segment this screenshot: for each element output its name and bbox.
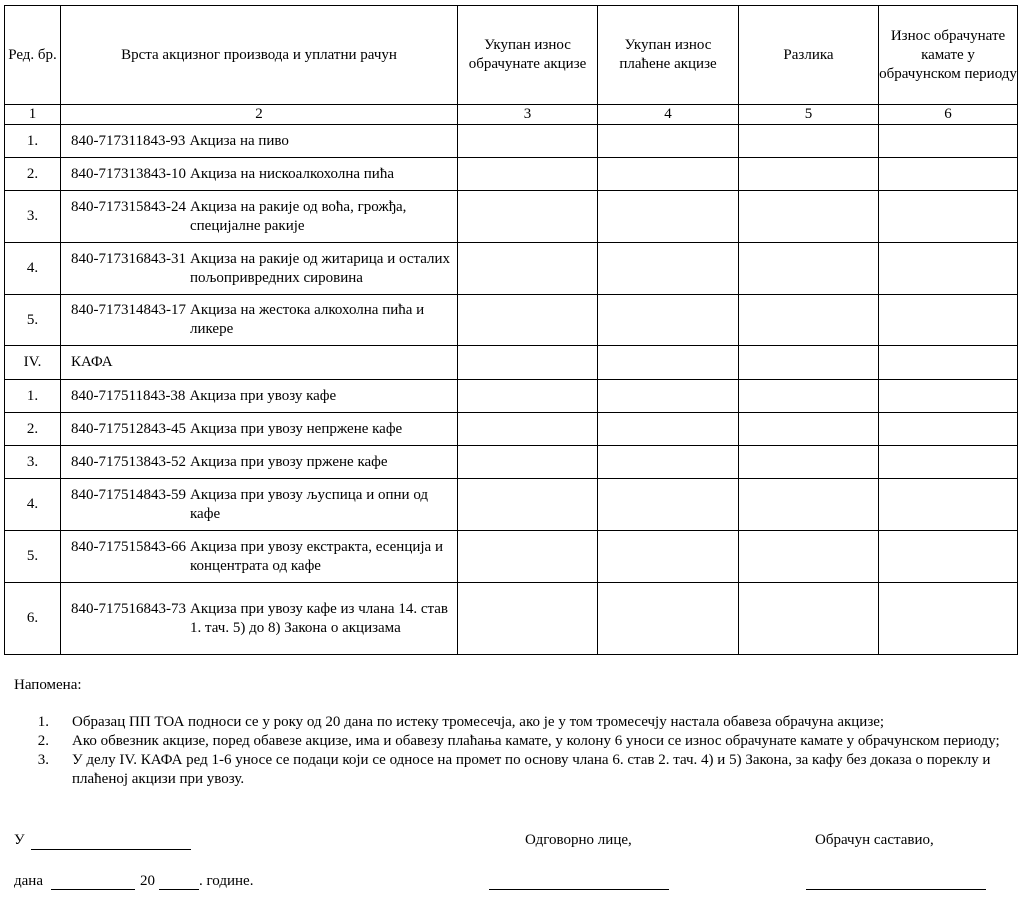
table-row [5, 446, 1018, 479]
calculated-cell[interactable] [458, 531, 598, 583]
row-description [61, 380, 458, 413]
year-prefix: 20 [140, 873, 155, 889]
account-number: 840-717313843-10 [71, 165, 186, 182]
calculated-cell[interactable] [458, 479, 598, 531]
note-index: 1. [37, 714, 49, 730]
prepared-label: Обрачун саставио, [815, 832, 934, 848]
product-name: Акциза при увозу кафе из члана 14. став 1. тач. 5) до 8) Закона о акцизама [190, 600, 448, 636]
row-description [61, 125, 458, 158]
row-nr: 2. [5, 413, 61, 446]
account-number: 840-717311843-93 [71, 132, 186, 149]
table-row [5, 158, 1018, 191]
account-number: 840-717315843-24 [71, 198, 186, 215]
column-number-row [5, 105, 1018, 125]
calculated-cell[interactable] [458, 191, 598, 243]
row-description [61, 191, 458, 243]
row-description [61, 583, 458, 655]
interest-cell[interactable] [879, 413, 1018, 446]
difference-cell[interactable] [739, 158, 879, 191]
prepared-signature-line[interactable] [806, 889, 986, 890]
note-item [14, 732, 1014, 751]
header-product: Врста акцизног производа и уплатни рачун [61, 6, 458, 105]
date-suffix: . године. [199, 873, 254, 889]
paid-cell[interactable] [598, 191, 739, 243]
account-number: 840-717516843-73 [71, 600, 186, 617]
calculated-cell [458, 346, 598, 380]
calculated-cell[interactable] [458, 243, 598, 295]
row-nr: 4. [5, 479, 61, 531]
note-item [14, 751, 1014, 789]
section-nr: IV. [5, 346, 61, 380]
table-row [5, 125, 1018, 158]
calculated-cell[interactable] [458, 583, 598, 655]
difference-cell[interactable] [739, 295, 879, 346]
table-row [5, 243, 1018, 295]
account-number: 840-717513843-52 [71, 453, 186, 470]
table-row [5, 191, 1018, 243]
paid-cell[interactable] [598, 243, 739, 295]
section-label: КАФА [71, 354, 113, 370]
paid-cell[interactable] [598, 583, 739, 655]
difference-cell[interactable] [739, 446, 879, 479]
header-difference: Разлика [739, 6, 879, 105]
table-row [5, 583, 1018, 655]
paid-cell[interactable] [598, 158, 739, 191]
row-nr: 5. [5, 531, 61, 583]
calculated-cell[interactable] [458, 125, 598, 158]
header-paid: Укупан износ плаћене акцизе [598, 6, 739, 105]
difference-cell[interactable] [739, 583, 879, 655]
note-item [14, 713, 1014, 732]
calculated-cell[interactable] [458, 413, 598, 446]
row-nr: 2. [5, 158, 61, 191]
account-number: 840-717511843-38 [71, 387, 186, 404]
table-row [5, 479, 1018, 531]
product-name: Акциза на нискоалкохолна пића [190, 165, 394, 182]
note-index: 3. [37, 752, 49, 768]
account-number: 840-717316843-31 [71, 250, 186, 267]
section-title [61, 346, 458, 380]
calculated-cell[interactable] [458, 380, 598, 413]
product-name: Акциза при увозу екстракта, есенција и концентрата од кафе [190, 538, 443, 574]
note-text: Ако обвезник акцизе, поред обавезе акцизе, има и обавезу плаћања камате, у колону 6 уноси се износ обрачунате камате у обрачунском периоду; [72, 733, 1000, 749]
account-number: 840-717515843-66 [71, 538, 186, 555]
date-prefix: дана [14, 873, 43, 889]
calculated-cell[interactable] [458, 446, 598, 479]
row-description [61, 158, 458, 191]
notes-title: Напомена: [14, 677, 82, 693]
column-number: 4 [598, 105, 739, 125]
row-description [61, 243, 458, 295]
column-number: 3 [458, 105, 598, 125]
interest-cell[interactable] [879, 295, 1018, 346]
account-number: 840-717514843-59 [71, 486, 186, 503]
header-calculated: Укупан износ обрачунате акцизе [458, 6, 598, 105]
table-row [5, 531, 1018, 583]
row-description [61, 479, 458, 531]
responsible-signature-line[interactable] [489, 889, 669, 890]
difference-cell[interactable] [739, 531, 879, 583]
paid-cell[interactable] [598, 531, 739, 583]
interest-cell [879, 346, 1018, 380]
difference-cell [739, 346, 879, 380]
product-name: Акциза при увозу пржене кафе [190, 453, 388, 470]
paid-cell[interactable] [598, 380, 739, 413]
header-interest: Износ обрачунате камате у обрачунском периоду [879, 6, 1018, 105]
place-label: У [14, 832, 25, 848]
row-nr: 3. [5, 446, 61, 479]
paid-cell [598, 346, 739, 380]
table-row [5, 380, 1018, 413]
paid-cell[interactable] [598, 295, 739, 346]
table-row [5, 295, 1018, 346]
note-text: У делу IV. КАФА ред 1-6 уносе се подаци који се односе на промет по основу члана 6. став 2. тач. 4) и 5) Закона, за кафу без доказа о пореклу и плаћеној акцизи при увозу. [72, 752, 991, 787]
product-name: Акциза при увозу љуспица и опни од кафе [190, 486, 429, 522]
responsible-label: Одговорно лице, [525, 832, 632, 848]
paid-cell[interactable] [598, 125, 739, 158]
column-number: 1 [5, 105, 61, 125]
account-number: 840-717314843-17 [71, 302, 186, 318]
difference-cell[interactable] [739, 479, 879, 531]
header-row [5, 6, 1018, 105]
notes-list [14, 713, 1014, 789]
calculated-cell[interactable] [458, 295, 598, 346]
place-field[interactable] [31, 849, 191, 850]
interest-cell[interactable] [879, 125, 1018, 158]
interest-cell[interactable] [879, 243, 1018, 295]
row-nr: 6. [5, 583, 61, 655]
account-number: 840-717512843-45 [71, 420, 186, 437]
column-number: 6 [879, 105, 1018, 125]
interest-cell[interactable] [879, 380, 1018, 413]
product-name: Акциза на жестока алкохолна пића и ликере [190, 302, 425, 337]
section-row [5, 346, 1018, 380]
difference-cell[interactable] [739, 413, 879, 446]
paid-cell[interactable] [598, 413, 739, 446]
row-description [61, 413, 458, 446]
column-number: 5 [739, 105, 879, 125]
header-nr: Ред. бр. [5, 6, 61, 105]
column-number: 2 [61, 105, 458, 125]
row-nr: 3. [5, 191, 61, 243]
row-description [61, 446, 458, 479]
year-field[interactable] [159, 889, 199, 890]
difference-cell[interactable] [739, 125, 879, 158]
difference-cell[interactable] [739, 243, 879, 295]
interest-cell[interactable] [879, 531, 1018, 583]
interest-cell[interactable] [879, 158, 1018, 191]
note-index: 2. [37, 733, 49, 749]
product-name: Акциза на пиво [189, 132, 289, 149]
interest-cell[interactable] [879, 446, 1018, 479]
calculated-cell[interactable] [458, 158, 598, 191]
product-name: Акциза при увозу непржене кафе [190, 420, 403, 437]
interest-cell[interactable] [879, 479, 1018, 531]
row-nr: 4. [5, 243, 61, 295]
date-field[interactable] [51, 889, 135, 890]
paid-cell[interactable] [598, 479, 739, 531]
product-name: Акциза при увозу кафе [189, 387, 337, 404]
interest-cell[interactable] [879, 583, 1018, 655]
section-name [117, 353, 457, 372]
product-name: Акциза на ракије од воћа, грожђа, специјалне ракије [190, 198, 407, 234]
interest-cell[interactable] [879, 191, 1018, 243]
row-description [61, 295, 458, 346]
table-row [5, 413, 1018, 446]
row-nr: 1. [5, 125, 61, 158]
row-nr: 5. [5, 295, 61, 346]
paid-cell[interactable] [598, 446, 739, 479]
row-nr: 1. [5, 380, 61, 413]
difference-cell[interactable] [739, 380, 879, 413]
product-name: Акциза на ракије од житарица и осталих пољопривредних сировина [190, 250, 451, 286]
excise-table [4, 5, 1018, 655]
note-text: Образац ПП ТОА подноси се у року од 20 дана по истеку тромесечја, ако је у том тромесечју настала обавеза обрачуна акцизе; [72, 714, 885, 730]
difference-cell[interactable] [739, 191, 879, 243]
row-description [61, 531, 458, 583]
